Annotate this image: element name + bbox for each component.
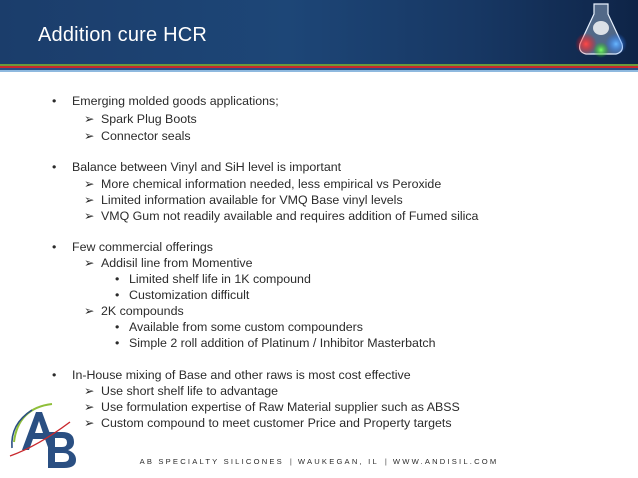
arrow-bullet-icon: ➢ bbox=[84, 416, 95, 430]
logo-text: AB bbox=[8, 398, 10, 399]
sub-bullet-text: Limited information available for VMQ Base vinyl levels bbox=[101, 193, 403, 207]
bullet-text: Few commercial offerings bbox=[72, 240, 213, 254]
arrow-bullet-icon: ➢ bbox=[84, 384, 95, 398]
slide-header bbox=[0, 0, 638, 64]
sub-bullet-text: VMQ Gum not readily available and requires addition of Fumed silica bbox=[101, 209, 479, 223]
bullet-text: Balance between Vinyl and SiH level is important bbox=[72, 160, 342, 174]
arrow-bullet-icon: ➢ bbox=[84, 400, 95, 414]
bullet-dot: • bbox=[115, 320, 120, 334]
bullet-dot: • bbox=[115, 336, 120, 350]
bullet-dot: • bbox=[115, 272, 120, 286]
sub-sub-bullet-text: Available from some custom compounders bbox=[129, 320, 363, 334]
sub-bullet-text: Addisil line from Momentive bbox=[101, 256, 253, 270]
sub-bullet-text: Spark Plug Boots bbox=[101, 112, 197, 126]
footer-website: WWW.ANDISIL.COM bbox=[392, 457, 499, 466]
arrow-bullet-icon: ➢ bbox=[84, 304, 95, 318]
footer-separator: | bbox=[289, 457, 292, 466]
bullet-text: In-House mixing of Base and other raws is most cost effective bbox=[72, 368, 411, 382]
bullet-dot: • bbox=[52, 240, 57, 254]
arrow-bullet-icon: ➢ bbox=[84, 209, 95, 223]
arrow-bullet-icon: ➢ bbox=[84, 256, 95, 270]
slide-title: Addition cure HCR bbox=[38, 24, 208, 46]
arrow-bullet-icon: ➢ bbox=[84, 112, 95, 126]
sub-sub-bullet-text: Simple 2 roll addition of Platinum / Inhibitor Masterbatch bbox=[129, 336, 436, 350]
sub-bullet-text: Connector seals bbox=[101, 129, 191, 143]
sub-bullet-text: Use short shelf life to advantage bbox=[101, 384, 279, 398]
bullet-dot: • bbox=[52, 368, 57, 382]
slide-footer bbox=[0, 457, 638, 466]
sub-sub-bullet-text: Customization difficult bbox=[129, 288, 250, 302]
arrow-bullet-icon: ➢ bbox=[84, 129, 95, 143]
bullet-dot: • bbox=[52, 160, 57, 174]
sub-bullet-text: More chemical information needed, less empirical vs Peroxide bbox=[101, 177, 442, 191]
footer-company: AB SPECIALTY SILICONES bbox=[139, 457, 284, 466]
sub-bullet-text: 2K compounds bbox=[101, 304, 184, 318]
sub-bullet-text: Use formulation expertise of Raw Material supplier such as ABSS bbox=[101, 400, 460, 414]
arrow-bullet-icon: ➢ bbox=[84, 193, 95, 207]
arrow-bullet-icon: ➢ bbox=[84, 177, 95, 191]
bullet-dot: • bbox=[115, 288, 120, 302]
footer-location: WAUKEGAN, IL bbox=[297, 457, 379, 466]
sub-bullet-text: Custom compound to meet customer Price and Property targets bbox=[101, 416, 452, 430]
sub-sub-bullet-text: Limited shelf life in 1K compound bbox=[129, 272, 311, 286]
flask-icon bbox=[568, 0, 634, 64]
bullet-text: Emerging molded goods applications; bbox=[72, 94, 279, 108]
footer-separator: | bbox=[384, 457, 387, 466]
bullet-dot: • bbox=[52, 94, 57, 108]
header-stripes bbox=[0, 64, 638, 72]
